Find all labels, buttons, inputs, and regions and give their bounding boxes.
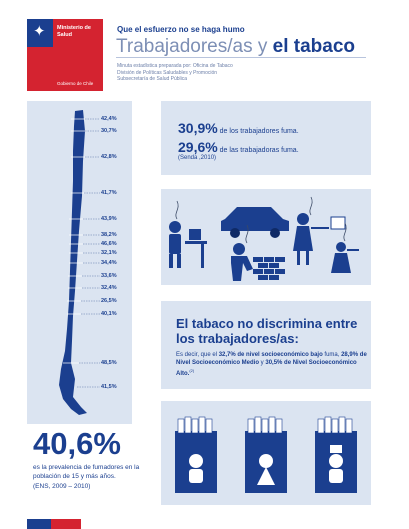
text-segment: Es decir, que el — [176, 352, 219, 358]
cigarette-packs-illustration — [161, 401, 371, 505]
region-value: 40,1% — [101, 311, 117, 317]
ministry-name: Ministerio de Salud — [57, 25, 91, 38]
stats-source: (Senda ,2010) — [178, 155, 217, 161]
workers-illustration-panel — [161, 189, 371, 285]
text-segment: y — [259, 360, 266, 366]
worker-stats-panel — [161, 101, 371, 175]
ministry-logo — [27, 19, 103, 91]
region-value: 33,6% — [101, 273, 117, 279]
region-value: 30,7% — [101, 128, 117, 134]
page-title — [116, 36, 355, 58]
women-text: de las trabajadoras fuma. — [219, 147, 299, 154]
region-value: 38,2% — [101, 232, 117, 238]
men-stat — [178, 120, 299, 136]
region-value: 41,5% — [101, 384, 117, 390]
women-stat — [178, 139, 299, 155]
coat-of-arms-icon: ✦ — [33, 23, 46, 40]
footer-flag-bar — [27, 519, 407, 529]
chile-map-panel — [27, 101, 132, 424]
title-part2: el tabaco — [272, 36, 356, 57]
prevalence-description: es la prevalencia de fumadores en la población de 15 y más años. — [33, 464, 140, 480]
men-text: de los trabajadores fuma. — [219, 128, 299, 135]
women-value: 29,6% — [178, 139, 218, 155]
source-block — [117, 63, 233, 83]
title-part1: Trabajadores/as y — [116, 36, 268, 57]
government-name: Gobierno de Chile — [57, 81, 94, 86]
national-prevalence: 40,6% — [33, 426, 121, 461]
pretitle: Que el esfuerzo no se haga humo — [117, 25, 245, 34]
socioeconomic-text — [176, 351, 368, 378]
source-line: Minuta estadística preparada por: Oficina de Tabaco — [117, 63, 233, 69]
region-value: 41,7% — [101, 190, 117, 196]
cigarette-packs-panel — [161, 401, 371, 505]
mid-ses-value: 28,9% de Nivel Socioeconómico Medio — [176, 352, 367, 366]
low-ses-value: 32,7% de nivel socioeconómico bajo — [218, 352, 323, 358]
source-line: Subsecretaría de Salud Pública — [117, 76, 188, 82]
socioeconomic-panel — [161, 301, 371, 389]
region-value: 32,4% — [101, 285, 117, 291]
socioeconomic-heading: El tabaco no discrimina entre los trabajadores/as: — [176, 316, 358, 346]
region-value: 43,9% — [101, 216, 117, 222]
region-value: 34,4% — [101, 260, 117, 266]
region-value: 42,8% — [101, 154, 117, 160]
region-value: 46,6% — [101, 241, 117, 247]
men-value: 30,9% — [178, 120, 218, 136]
region-value: 26,5% — [101, 298, 117, 304]
prevalence-source: (ENS, 2009 – 2010) — [33, 483, 91, 490]
text-segment: fuma, — [322, 352, 342, 358]
source-line: División de Políticas Saludables y Promoción — [117, 69, 218, 76]
footnote-marker: (2) — [189, 368, 195, 373]
region-value: 42,4% — [101, 116, 117, 122]
high-ses-value: 30,5% de Nivel Socioeconómico Alto. — [176, 360, 357, 377]
region-value: 48,5% — [101, 360, 117, 366]
workers-smoking-illustration — [161, 189, 371, 285]
title-divider — [116, 57, 366, 58]
region-value: 32,1% — [101, 250, 117, 256]
